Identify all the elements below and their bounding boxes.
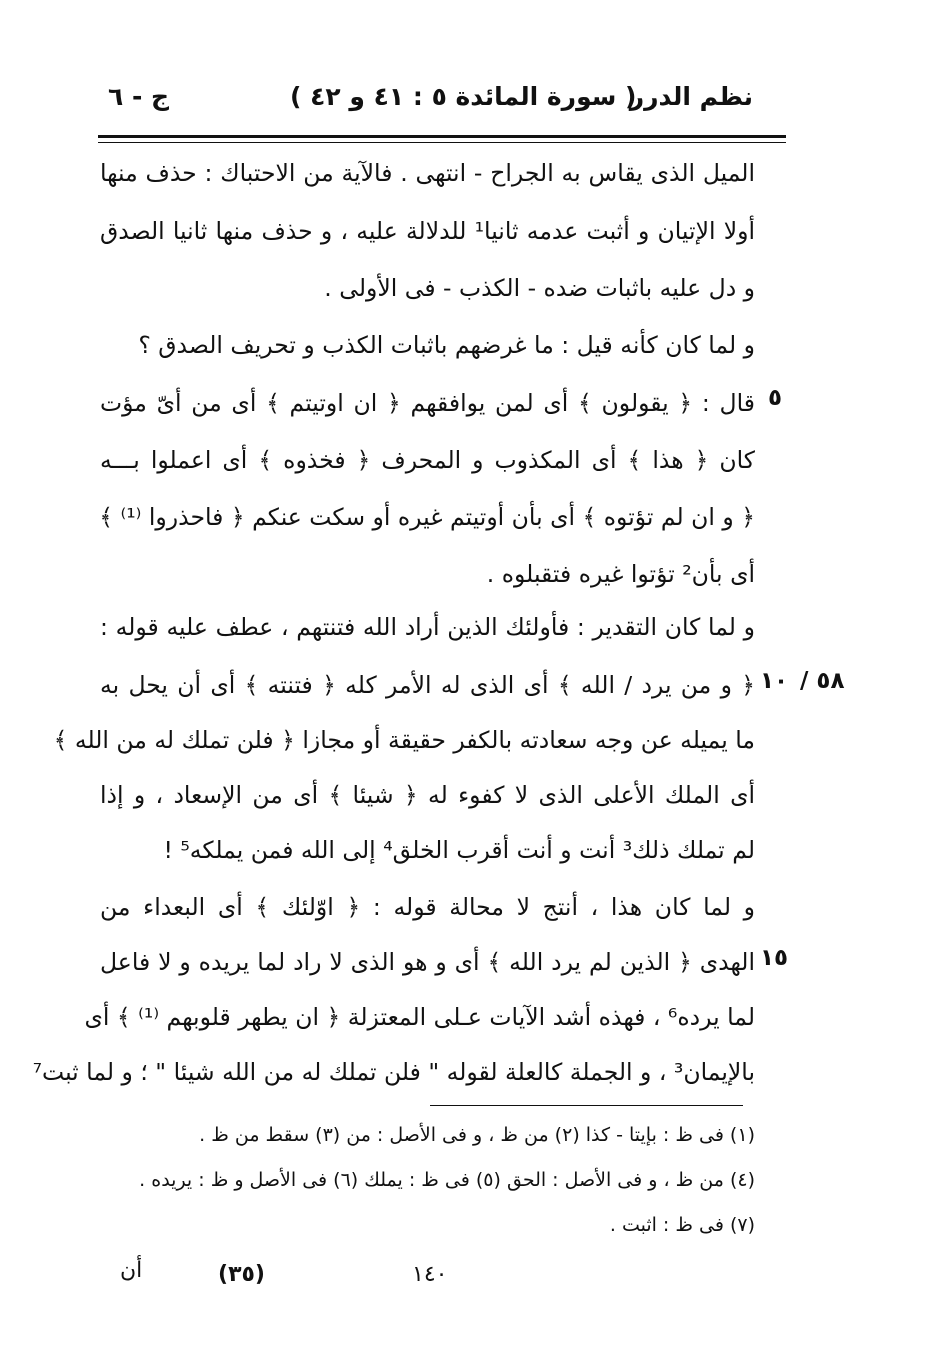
body-line: ﴿ و من يرد / الله ﴾ أى الذى له الأمر كله ﴿ فتنته ﴾ أى أن يحل به (100, 671, 755, 699)
footnote-line: (٤) من ظ ، و فى الأصل : الحق (٥) فى ظ : يملك (٦) فى الأصل و ظ : يريده . (139, 1169, 755, 1191)
body-line: كان ﴿ هذا ﴾ أى المكذوب و المحرف ﴿ فخذوه ﴾ أى اعملوا بـــه (100, 446, 755, 474)
body-line: ﴿ و ان لم تؤتوه ﴾ أى بأن أوتيتم غيره أو سكت عنكم ﴿ فاحذروا ⁽¹⁾ ﴾ (99, 503, 755, 531)
body-line: و لما كان كأنه قيل : ما غرضهم باثبات الكذب و تحريف الصدق ؟ (138, 331, 755, 359)
body-line: أى بأن² تؤتوا غيره فتقبلوه . (486, 560, 755, 588)
signature-number: (٣٥) (218, 1262, 265, 1287)
body-line: بالإيمان³ ، و الجملة كالعلة لقوله " فلن تملك له من الله شيئا " ؛ و لما ثبت⁷ (32, 1058, 755, 1086)
line-number-5: ٥ (768, 385, 783, 411)
body-line: أى الملك الأعلى الذى لا كفوء له ﴿ شيئا ﴾ أى من الإسعاد ، و إذا (100, 781, 755, 809)
margin-page-reference: ٥٨ / (800, 668, 845, 694)
body-line: و لما كان التقدير : فأولئك الذين أراد الله فتنتهم ، عطف عليه قوله : (100, 613, 755, 641)
footnote-line: (٧) فى ظ : اثبت . (609, 1214, 755, 1236)
body-line: أولا الإتيان و أثبت عدمه ثانيا¹ للدلالة عليه ، و حذف منها ثانيا الصدق (100, 217, 755, 245)
body-line: لما يرده⁶ ، فهذه أشد الآيات عـلى المعتزلة ﴿ ان يطهر قلوبهم ⁽¹⁾ ﴾ أى (84, 1003, 755, 1031)
body-line: الميل الذى يقاس به الجراح - انتهى . فالآية من الاحتباك : حذف منها (100, 159, 755, 187)
book-title: نظم الدرر (629, 82, 753, 111)
body-line: الهدى ﴿ الذين لم يرد الله ﴾ أى و هو الذى لا راد لما يريده و لا فاعل (100, 948, 755, 976)
header-rule-thin (98, 142, 786, 143)
volume-number: ج - ٦ (108, 82, 170, 111)
surah-reference: ( سورة المائدة ٥ : ٤١ و ٤٢ ) (290, 82, 637, 111)
page-number: ١٤٠ (412, 1262, 448, 1287)
body-line: لم تملك ذلك³ أنت و أنت أقرب الخلق⁴ إلى الله فمن يملكه⁵ ! (163, 836, 755, 864)
line-number-15: ١٥ (760, 945, 789, 971)
body-line: ما يميله عن وجه سعادته بالكفر حقيقة أو مجازا ﴿ فلن تملك له من الله ﴾ (53, 726, 755, 754)
catchword: أن (120, 1258, 143, 1283)
body-line: و لما كان هذا ، أنتج لا محالة قوله : ﴿ اوّلئك ﴾ أى البعداء من (100, 893, 755, 921)
footnote-rule (430, 1105, 743, 1106)
line-number-10: ١٠ (760, 668, 789, 694)
body-line: قال : ﴿ يقولون ﴾ أى لمن يوافقهم ﴿ ان اوتيتم ﴾ أى من أىّ مؤت (100, 389, 755, 417)
footnote-line: (١) فى ظ : بإيتا - كذا (٢) من ظ ، و فى الأصل : من (٣) سقط من ظ . (199, 1124, 755, 1146)
body-line: و دل عليه باثبات ضده - الكذب - فى الأولى . (324, 274, 755, 302)
header-rule-thick (98, 135, 786, 138)
